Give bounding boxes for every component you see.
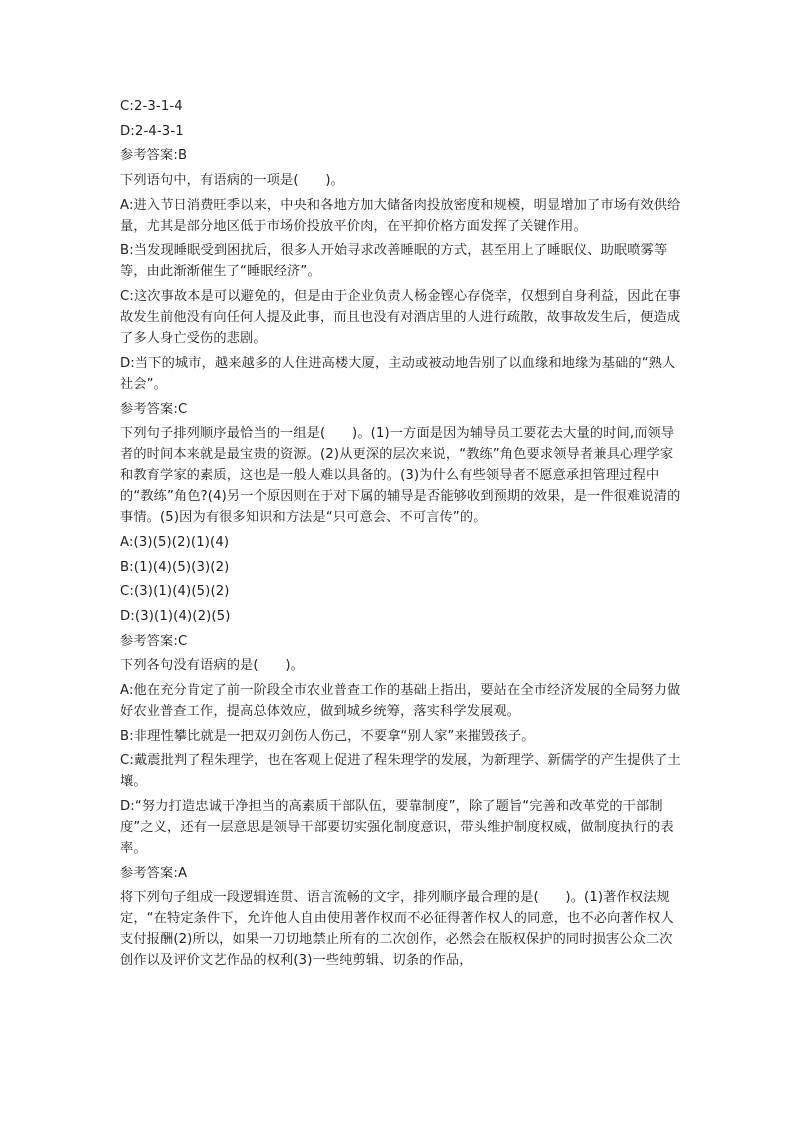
q4-option-b: B:非理性攀比就是一把双刃剑伤人伤己，不要拿“别人家”来摧毁孩子。 (120, 728, 535, 744)
question-5: 将下列句子组成一段逻辑连贯、语言流畅的文字，排列顺序最合理的是( )。(1)著作权法规定，“在特定条件下，允许他人自由使用著作权而不必征得著作权人的同意，也不必向著作权人支付报酬(2)所以，如果一刀切地禁止所有的二次创作，必然会在版权保护的同时损害公众二次创作以及评价文艺作品的权利(3)一些纯剪辑、切条的作品， (120, 890, 674, 969)
q4-option-a: A:他在充分肯定了前一阶段全市农业普查工作的基础上指出，要站在全市经济发展的全局努力做好农业普查工作，提高总体效应，做到城乡统筹，落实科学发展观。 (120, 683, 681, 719)
question-4: 下列各句没有语病的是( )。 (120, 658, 304, 674)
q4-option-c: C:戴震批判了程朱理学，也在客观上促进了程朱理学的发展，为新理学、新儒学的产生提供了土壤。 (120, 753, 681, 790)
answer-3: 参考答案:C (120, 633, 188, 649)
q3-option-a: A:(3)(5)(2)(1)(4) (120, 534, 230, 550)
q2-option-c: C:这次事故本是可以避免的，但是由于企业负责人杨金铿心存侥幸，仅想到自身利益，因此在事故发生前他没有向任何人提及此事，而且也没有对酒店里的人进行疏散，故事故发生后，便造成了多人身亡受伤的悲剧。 (120, 289, 681, 347)
answer-4: 参考答案:A (120, 865, 188, 881)
option-c-prev: C:2-3-1-4 (120, 99, 183, 114)
document-page (120, 96, 685, 975)
option-d-prev: D:2-4-3-1 (120, 123, 184, 139)
q3-option-d: D:(3)(1)(4)(2)(5) (120, 608, 231, 624)
question-2: 下列语句中，有语病的一项是( )。 (120, 173, 344, 189)
question-3: 下列句子排列顺序最恰当的一组是( )。(1)一方面是因为辅导员工要花去大量的时间,而领导者的时间本来就是最宝贵的资源。(2)从更深的层次来说，“教练”角色要求领导者兼具心理学家和教育学家的素质，这也是一般人难以具备的。(3)为什么有些领导者不愿意承担管理过程中的“教练”角色?(4)另一个原因则在于对下属的辅导是否能够收到预期的效果，是一件很难说清的事情。(5)因为有很多知识和方法是“只可意会、不可言传”的。 (120, 426, 681, 526)
q3-option-c: C:(3)(1)(4)(5)(2) (120, 584, 230, 600)
answer-1: 参考答案:B (120, 148, 188, 164)
q3-option-b: B:(1)(4)(5)(3)(2) (120, 559, 230, 575)
q2-option-a: A:进入节日消费旺季以来，中央和各地方加大储备肉投放密度和规模，明显增加了市场有效供给量，尤其是部分地区低于市场价投放平价肉，在平抑价格方面发挥了关键作用。 (120, 197, 681, 234)
q2-option-d: D:当下的城市，越来越多的人住进高楼大厦，主动或被动地告别了以血缘和地缘为基础的“熟人社会”。 (120, 355, 676, 392)
q2-option-b: B:当发现睡眠受到困扰后，很多人开始寻求改善睡眠的方式，甚至用上了睡眠仪、助眠喷雾等等，由此渐渐催生了“睡眠经济”。 (120, 243, 668, 280)
answer-2: 参考答案:C (120, 401, 188, 417)
q4-option-d: D:“努力打造忠诚干净担当的高素质干部队伍，要靠制度”，除了题旨“完善和改革党的干部制度”之义，还有一层意思是领导干部要切实强化制度意识，带头维护制度权威，做制度执行的表率。 (120, 799, 674, 857)
